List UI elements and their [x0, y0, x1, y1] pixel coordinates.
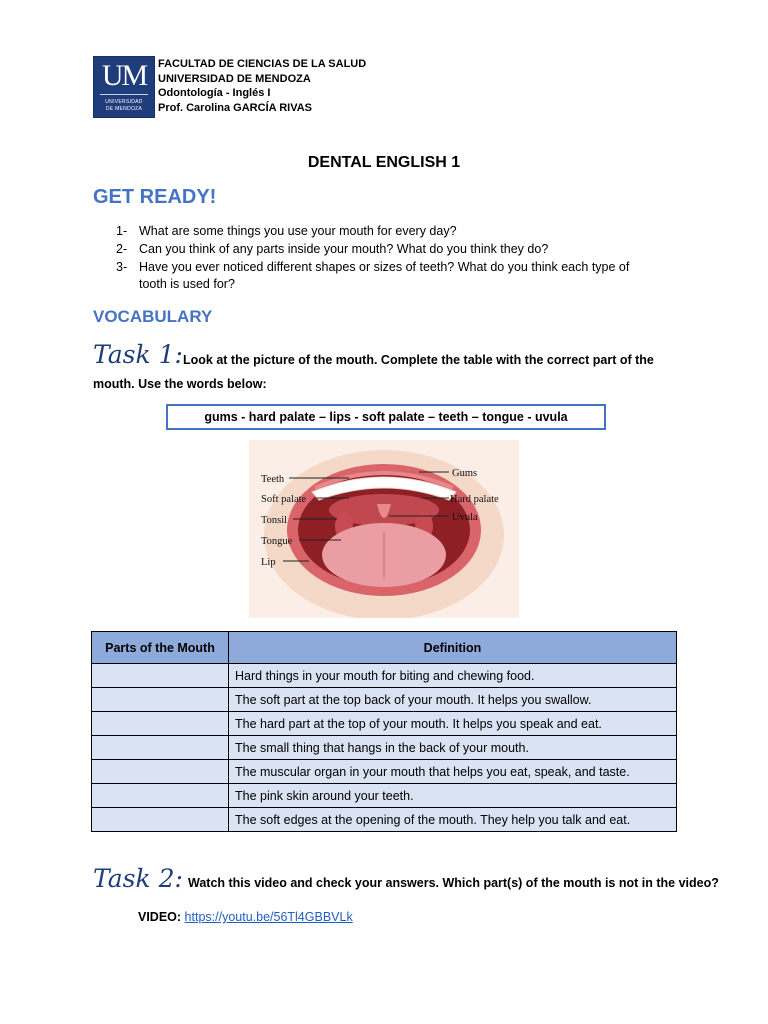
table-row: [92, 736, 677, 760]
answer-cell[interactable]: [92, 664, 229, 688]
university-name: UNIVERSIDAD DE MENDOZA: [158, 72, 311, 85]
faculty-name: FACULTAD DE CIENCIAS DE LA SALUD: [158, 58, 367, 70]
definition-cell: The soft part at the top back of your mouth. It helps you swallow.: [229, 688, 677, 712]
course-name: Odontología - Inglés I: [158, 87, 271, 99]
question-number: 2-: [116, 241, 128, 256]
task1-instruction: Look at the picture of the mouth. Complete the table with the correct part of the: [183, 353, 654, 367]
task2-instruction: Watch this video and check your answers. Which part(s) of the mouth is not in the video?: [188, 876, 719, 890]
table-row: [92, 712, 677, 736]
definition-cell: The muscular organ in your mouth that helps you eat, speak, and taste.: [229, 760, 677, 784]
task1-instruction-continued: mouth. Use the words below:: [93, 377, 267, 391]
answer-cell[interactable]: [92, 688, 229, 712]
label-tongue: Tongue: [261, 536, 293, 547]
table-row: [92, 784, 677, 808]
task2-label: Task 2:: [93, 864, 183, 893]
label-hard-palate: Hard palate: [450, 494, 499, 505]
logo-letters: UM: [101, 59, 147, 92]
label-lip: Lip: [261, 557, 276, 568]
question-text: Have you ever noticed different shapes or sizes of teeth? What do you think each type of tooth is used for?: [139, 259, 630, 292]
question-item: [116, 223, 676, 241]
video-link[interactable]: https://youtu.be/56Tl4GBBVLk: [184, 910, 353, 924]
label-tonsil: Tonsil: [261, 515, 288, 526]
mouth-illustration: [249, 440, 519, 618]
page-title: DENTAL ENGLISH 1: [307, 154, 461, 171]
definition-cell: The small thing that hangs in the back of your mouth.: [229, 736, 677, 760]
answer-cell[interactable]: [92, 712, 229, 736]
label-teeth: Teeth: [261, 474, 285, 485]
get-ready-heading: GET READY!: [93, 186, 217, 208]
definition-cell: Hard things in your mouth for biting and chewing food.: [229, 664, 677, 688]
word-bank: gums - hard palate – lips - soft palate – teeth – tongue - uvula: [166, 404, 606, 430]
answer-cell[interactable]: [92, 784, 229, 808]
question-number: 1-: [116, 224, 128, 238]
task1-label: Task 1:: [93, 340, 183, 369]
video-label: VIDEO:: [138, 910, 182, 924]
vocabulary-heading: VOCABULARY: [93, 307, 213, 326]
parts-table: [91, 631, 677, 832]
definition-cell: The soft edges at the opening of the mouth. They help you talk and eat.: [229, 808, 677, 832]
question-text: Can you think of any parts inside your mouth? What do you think they do?: [139, 241, 549, 256]
table-header-row: [92, 632, 677, 664]
table-row: [92, 808, 677, 832]
professor-name: Prof. Carolina GARCÍA RIVAS: [158, 101, 313, 114]
university-logo: [93, 56, 155, 118]
question-item: [116, 259, 676, 295]
logo-subtitle-1: UNIVERSIDAD: [105, 99, 143, 105]
answer-cell[interactable]: [92, 736, 229, 760]
logo-divider: [100, 94, 148, 95]
label-gums: Gums: [452, 468, 478, 479]
label-uvula: Uvula: [452, 512, 478, 523]
table-row: [92, 664, 677, 688]
definition-cell: The pink skin around your teeth.: [229, 784, 677, 808]
definition-cell: The hard part at the top of your mouth. It helps you speak and eat.: [229, 712, 677, 736]
answer-cell[interactable]: [92, 808, 229, 832]
label-soft-palate: Soft palate: [261, 494, 307, 505]
question-item: [116, 241, 676, 259]
header-parts: Parts of the Mouth: [92, 632, 229, 664]
header-definition: Definition: [229, 632, 677, 664]
mouth-diagram: [249, 440, 519, 618]
question-number: 3-: [116, 259, 128, 274]
header-text: [158, 57, 366, 115]
video-line: [138, 910, 353, 924]
answer-cell[interactable]: [92, 760, 229, 784]
table-row: [92, 760, 677, 784]
logo-subtitle-2: DE MENDOZA: [105, 106, 143, 112]
question-text: What are some things you use your mouth for every day?: [139, 224, 457, 238]
table-row: [92, 688, 677, 712]
question-list: [116, 223, 676, 294]
